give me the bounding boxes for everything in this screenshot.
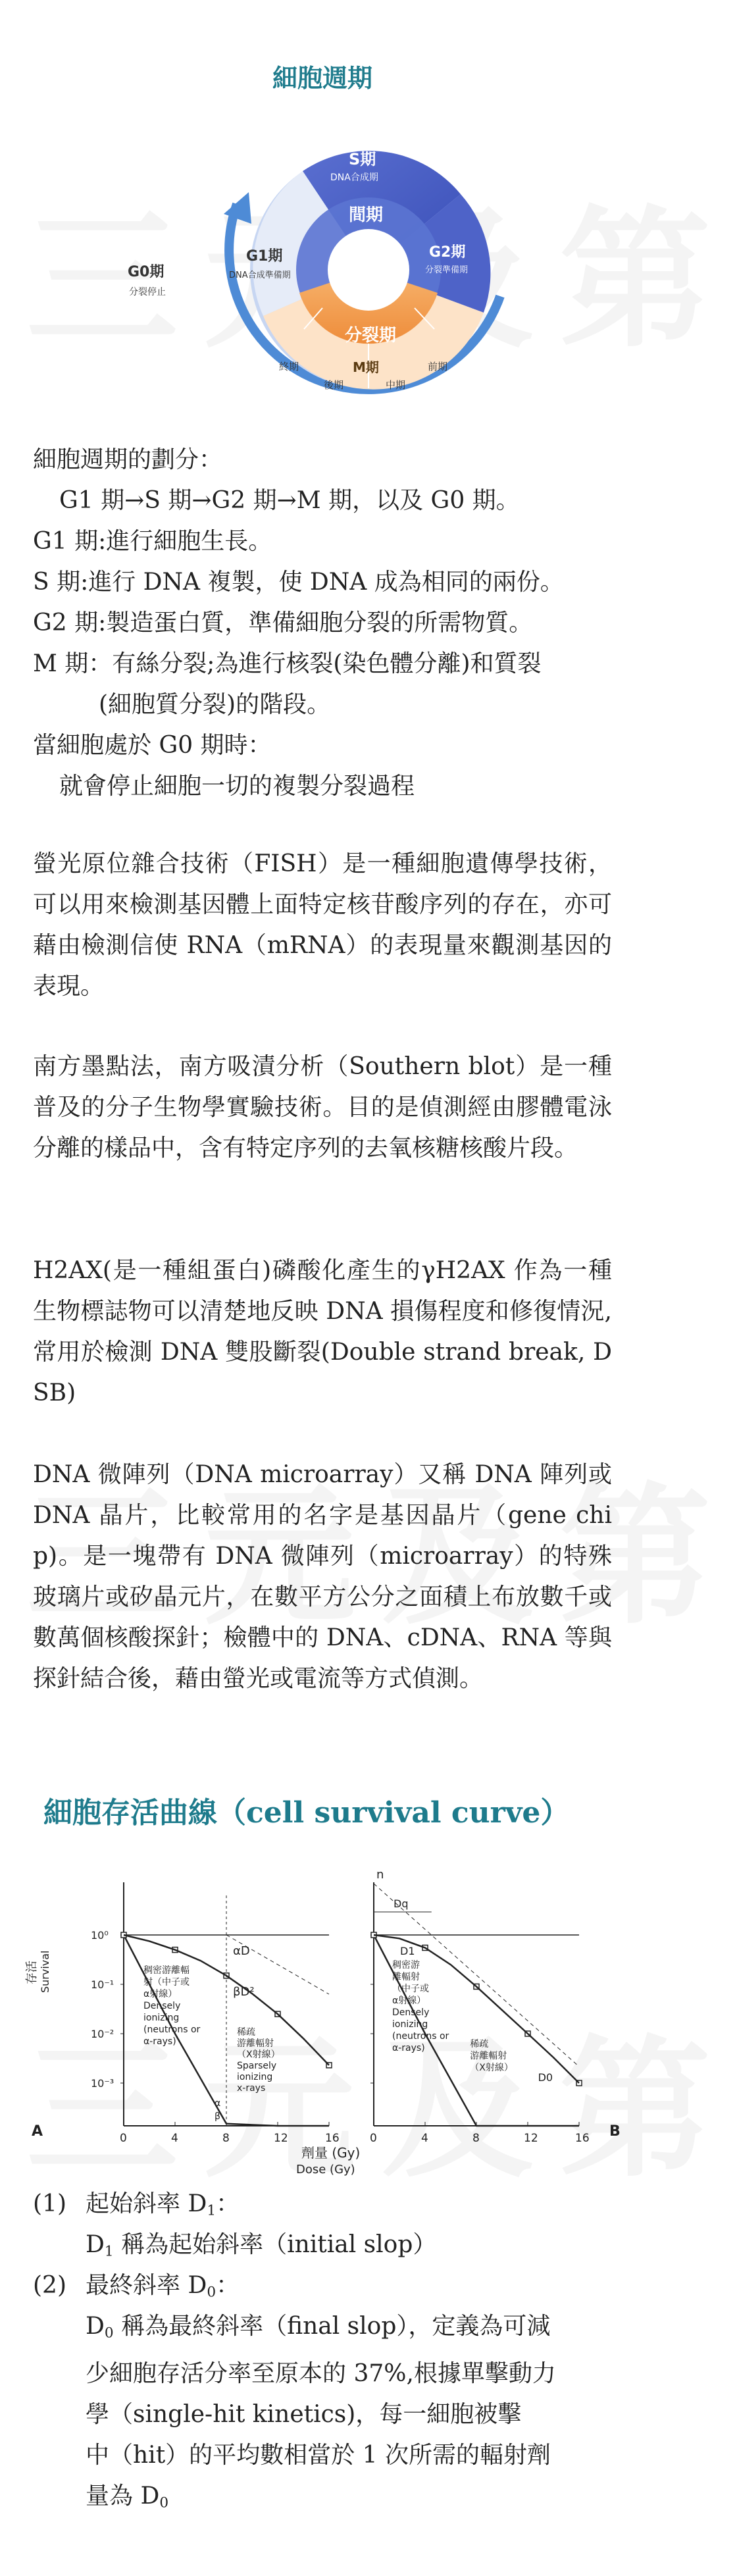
dense-label-b: 離輻射 [392,1972,420,1982]
m-phase-label: M期 [353,359,379,375]
item-1-number: (1) [33,2190,66,2217]
beta-label: β [215,2111,220,2122]
text-line: G1 期→S 期→G2 期→M 期，以及 G0 期。 [59,487,520,514]
dense-label-a: Densely [143,2001,181,2011]
dense-label-b: (neutrons or [392,2031,449,2042]
text-line: G2 期:製造蛋白質，準備細胞分裂的所需物質。 [33,609,533,636]
mid-phase-label: 中期 [386,379,406,391]
x-tick-label: 16 [325,2132,340,2145]
g0-phase-label: G0期 [128,264,165,280]
y-label: Survival [39,1950,51,1993]
dense-label-a: α-rays) [143,2036,176,2047]
pre-phase-label: 前期 [428,361,448,373]
beta-d2-label: βD² [233,1985,255,1999]
paragraph-fish: 螢光原位雜合技術（FISH）是一種細胞遺傳學技術，可以用來檢測基因體上面特定核苷酸序列的存在，亦可藉由檢測信使 RNA（mRNA）的表現量來觀測基因的表現。 [33,850,612,1000]
text-line: 就會停止細胞一切的複製分裂過程 [59,773,415,800]
item-2-head: 最終斜率 $D_0$： [86,2272,240,2301]
text-line: 當細胞處於 G0 期時： [33,732,272,759]
panel-a-label: A [32,2123,43,2140]
panel-b-label: B [609,2123,621,2140]
item-2-body [86,2306,556,2524]
dense-label-b: （中子或 [392,1984,429,1994]
text-line: M 期：有絲分裂;為進行核裂(染色體分離)和質裂 [33,650,542,677]
sparse-label-a: （X射線） [237,2049,280,2060]
item-body-line: $D_0$ 稱為最終斜率（final slop），定義為可減 [86,2313,551,2342]
n-label: n [376,1868,384,1882]
alpha-label: α [215,2098,221,2109]
x-tick-label: 12 [524,2132,538,2145]
dense-label-a: 射（中子或 [143,1977,190,1988]
y-tick-label: 10⁻³ [91,2077,114,2090]
dense-label-a: 稠密游離輻 [143,1965,190,1976]
item-body-line: 量為 $D_0$ [86,2483,169,2512]
y-tick-label: 10⁰ [91,1929,109,1942]
d0-label: D0 [538,2071,553,2084]
sparse-label-a: x-rays [237,2083,266,2094]
x-tick-label: 12 [274,2132,288,2145]
dense-label-b: 稠密游 [392,1960,420,1971]
x-tick-label: 4 [421,2132,428,2145]
g1-phase-label: G1期 [246,248,283,265]
cell-cycle-diagram [0,99,645,441]
item-body-line: 少細胞存活分率至原本的 37%,根據單擊動力 [86,2360,556,2388]
dense-label-b: α射線） [392,1996,426,2006]
text-line: 細胞週期的劃分： [33,446,223,473]
interphase-label: 間期 [349,205,384,225]
sparse-label-b: （X射線） [470,2063,513,2073]
page-title: 細胞週期 [272,63,372,93]
x-label: Dose (Gy) [296,2163,355,2177]
item-body-line: 學（single-hit kinetics)，每一細胞被擊 [86,2401,522,2429]
survival-chart [26,1869,619,2178]
x-tick-label: 0 [120,2132,127,2145]
sparse-label-a: ionizing [237,2072,273,2082]
x-label-cn: 劑量 (Gy) [301,2145,361,2161]
item-body-line: $D_1$ 稱為起始斜率（initial slop） [86,2231,437,2260]
x-tick-label: 8 [222,2132,230,2145]
dense-label-a: ionizing [143,2013,180,2023]
s-phase-sub: DNA合成期 [330,172,378,183]
y-label-cn: 存活 [25,1961,39,1984]
alpha-d-label: αD [233,1944,250,1958]
sparse-label-a: Sparsely [237,2061,277,2071]
late-phase-label: 終期 [279,361,299,373]
g2-phase-label: G2期 [429,244,466,261]
text-line: G1 期:進行細胞生長。 [33,528,272,555]
x-tick-label: 16 [575,2132,590,2145]
text-line: (細胞質分裂)的階段。 [99,691,331,718]
cycle-center [328,229,409,311]
paragraph-microarray: DNA 微陣列（DNA microarray）又稱 DNA 陣列或 DNA 晶片，比較常用的名字是基因晶片（gene chip)。是一塊帶有 DNA 微陣列（microarray）的特殊玻璃片或矽晶元片，在數平方公分之面積上布放數千或數萬個核酸探針；檢體中的 DNA、cDNA、RNA 等與探針結合後，藉由螢光或電流等方式偵測。 [33,1461,612,1692]
mitosis-label: 分裂期 [345,326,397,346]
d1-label: D1 [400,1945,415,1957]
sparse-label-a: 稀疏 [237,2027,255,2038]
item-2-number: (2) [33,2272,66,2299]
g0-phase-sub: 分裂停止 [129,287,166,297]
item-body-line: 中（hit）的平均數相當於 1 次所需的輻射劑 [86,2442,551,2469]
sparse-label-b: 稀疏 [470,2039,489,2049]
dq-label: Dq [394,1897,409,1910]
paragraph-southern-blot: 南方墨點法，南方吸漬分析（Southern blot）是一種普及的分子生物學實驗技術。目的是偵測經由膠體電泳分離的樣品中，含有特定序列的去氧核糖核酸片段。 [33,1053,612,1162]
dense-label-b: α-rays) [392,2043,425,2053]
y-tick-label: 10⁻¹ [91,1978,114,1991]
post-phase-label: 後期 [324,379,344,391]
item-1-head: 起始斜率 $D_1$： [86,2190,240,2219]
s-phase-label: S期 [349,150,376,168]
x-tick-label: 0 [370,2132,377,2145]
g2-phase-sub: 分裂準備期 [425,265,469,275]
dense-label-b: ionizing [392,2019,428,2030]
dense-label-b: Densely [392,2007,430,2018]
x-tick-label: 8 [472,2132,480,2145]
paragraph-h2ax: H2AX(是一種組蛋白)磷酸化產生的γH2AX 作為一種生物標誌物可以清楚地反映 DNA 損傷程度和修復情況,常用於檢測 DNA 雙股斷裂(Double strand break, DSB) [33,1257,612,1406]
sparse-label-a: 游離輻射 [237,2038,274,2049]
text-line: S 期:進行 DNA 複製，使 DNA 成為相同的兩份。 [33,569,564,596]
y-tick-label: 10⁻² [91,2028,114,2040]
x-tick-label: 4 [171,2132,178,2145]
survival-curve-title: 細胞存活曲線（cell survival curve） [43,1796,570,1830]
dense-label-a: (neutrons or [143,2024,201,2035]
sparse-label-b: 游離輻射 [470,2051,507,2061]
dense-label-a: α射線） [143,1989,178,1999]
g1-phase-sub: DNA合成準備期 [229,270,291,280]
